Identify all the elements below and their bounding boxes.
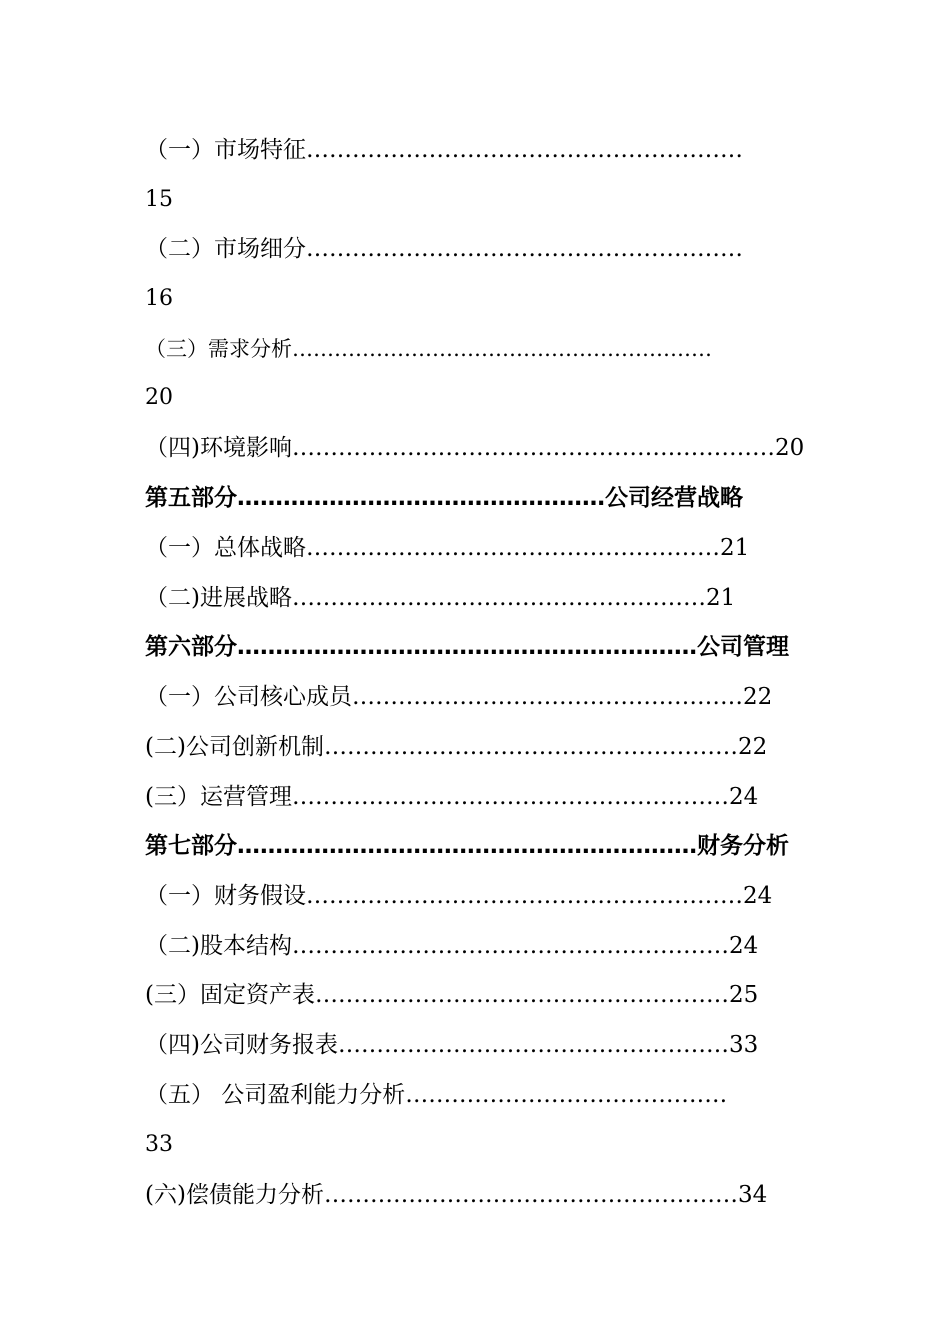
toc-page-number: 16 xyxy=(145,286,173,311)
toc-page-number: 15 xyxy=(145,187,173,212)
toc-section-part-five: 第五部分…………………………………………公司经营战略 xyxy=(145,485,743,511)
toc-entry-environment-impact: （四)环境影响………………………………………………………20 xyxy=(145,435,805,461)
toc-entry-overall-strategy: （一）总体战略………………………………………………21 xyxy=(145,535,750,561)
toc-entry-market-segmentation: （二）市场细分………………………………………………… xyxy=(145,236,743,262)
toc-entry-fixed-assets: (三）固定资产表………………………………………………25 xyxy=(145,982,759,1008)
toc-entry-financial-statements: （四)公司财务报表……………………………………………33 xyxy=(145,1032,759,1058)
toc-entry-development-strategy: （二)进展战略………………………………………………21 xyxy=(145,585,736,611)
toc-entry-innovation-mechanism: (二)公司创新机制………………………………………………22 xyxy=(145,734,768,760)
toc-entry-equity-structure: （二)股本结构…………………………………………………24 xyxy=(145,933,759,959)
toc-section-part-seven: 第七部分……………………………………………………财务分析 xyxy=(145,833,789,859)
toc-entry-solvency: (六)偿债能力分析………………………………………………34 xyxy=(145,1182,768,1208)
toc-section-part-six: 第六部分……………………………………………………公司管理 xyxy=(145,634,789,660)
toc-page-number: 33 xyxy=(145,1132,173,1157)
toc-entry-profitability: （五） 公司盈利能力分析…………………………………… xyxy=(145,1082,728,1108)
toc-entry-market-features: （一）市场特征………………………………………………… xyxy=(145,137,743,163)
toc-entry-core-members: （一）公司核心成员……………………………………………22 xyxy=(145,684,773,710)
toc-page-number: 20 xyxy=(145,385,173,410)
toc-entry-demand-analysis: （三）需求分析…………………………………………………… xyxy=(145,337,712,361)
toc-entry-operations-management: (三）运营管理…………………………………………………24 xyxy=(145,784,759,810)
toc-entry-financial-assumptions: （一）财务假设…………………………………………………24 xyxy=(145,883,773,909)
